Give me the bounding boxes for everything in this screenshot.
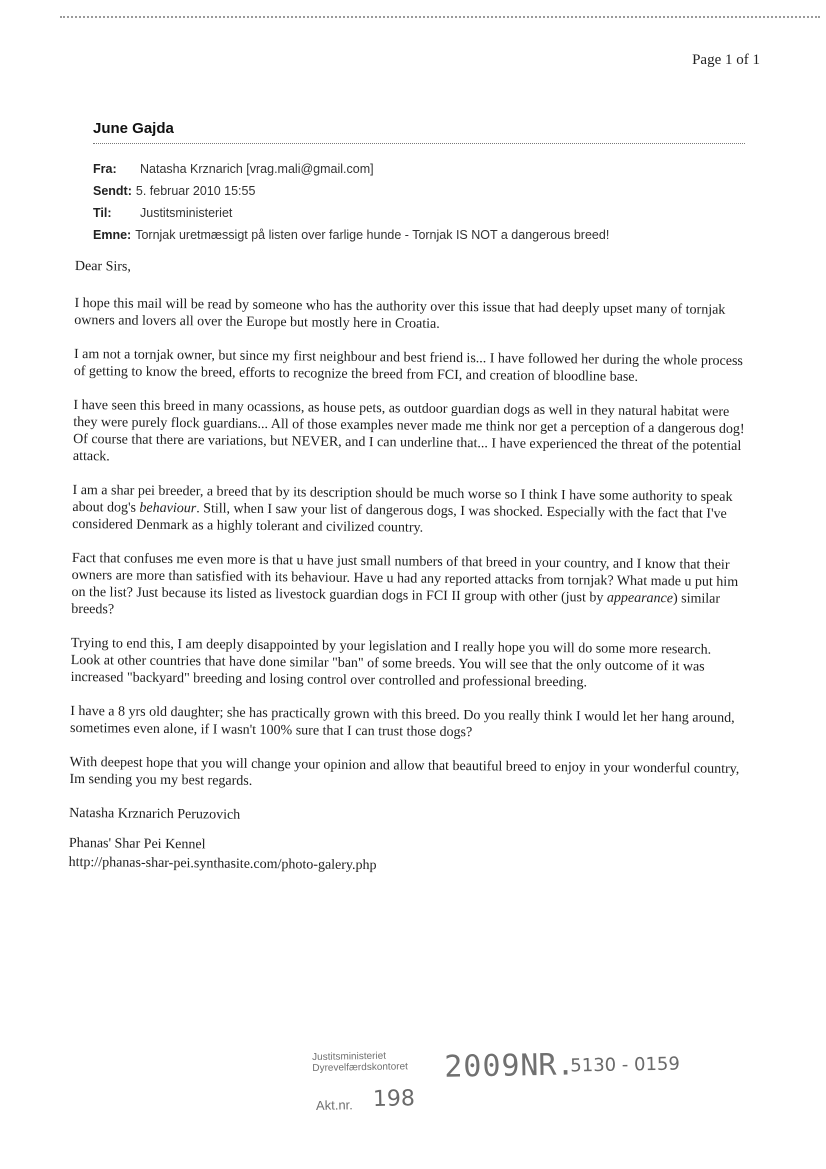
stamp-nr-label: NR. xyxy=(520,1047,575,1084)
p5-text-b: ) similar breeds? xyxy=(71,591,721,618)
subject-label: Emne: xyxy=(93,228,132,242)
greeting: Dear Sirs, xyxy=(74,258,131,275)
stamp-department xyxy=(312,1050,437,1074)
body-paragraph-8: With deepest hope that you will change your opinion and allow that beautiful breed to enjoy in your wonderful country, Im sending you my best regards. xyxy=(69,754,740,789)
body-paragraph-3: I have seen this breed in many ocassions, as house pets, as outdoor guardian dogs as well in they natural habitat were they were purely flock guardians... All of those examples never made me think nor get a perception of a dangerous dog! Of course that there are variations, but NEVER, and I can underline that... I have experienced the threat of the potential attack. xyxy=(72,397,745,465)
email-headers xyxy=(93,158,609,246)
signature-block xyxy=(69,805,742,878)
stamp-akt-value: 198 xyxy=(372,1086,416,1112)
stamp-year: 2009 xyxy=(444,1048,521,1085)
top-dotted-border xyxy=(60,16,820,18)
sent-value: 5. februar 2010 15:55 xyxy=(135,184,256,198)
header-sent xyxy=(93,180,609,202)
body-paragraph-4 xyxy=(72,482,744,540)
email-body xyxy=(68,258,747,891)
mailbox-owner-name: June Gajda xyxy=(93,120,174,137)
sent-label: Sendt: xyxy=(93,184,132,198)
body-paragraph-5 xyxy=(71,550,744,625)
stamp-dept-line-2: Dyrevelfærdskontoret xyxy=(312,1061,408,1074)
signature-kennel: Phanas' Shar Pei Kennel xyxy=(68,835,206,853)
to-value: Justitsministeriet xyxy=(140,206,233,220)
body-paragraph-7: I have a 8 yrs old daughter; she has practically grown with this breed. Do you really think I would let her hang around, sometimes even alone, if I wasn't 100% sure that I can trust those dogs? xyxy=(69,703,735,741)
p4-text-b: . Still, when I saw your list of dangerous dogs, I was shocked. Especially with the fact that I've considered Denmark as a highly tolerant and civilized country. xyxy=(72,501,727,536)
header-subject xyxy=(93,224,609,246)
subject-value: Tornjak uretmæssigt på listen over farlige hunde - Tornjak IS NOT a dangerous breed! xyxy=(135,228,610,242)
stamp-nr-value: 5130 - 0159 xyxy=(570,1053,681,1077)
page-number: Page 1 of 1 xyxy=(692,52,760,68)
stamp-akt-label: Akt.nr. xyxy=(315,1097,353,1113)
stamp-dept-line-1: Justitsministeriet xyxy=(312,1050,387,1063)
from-label: Fra: xyxy=(93,162,117,176)
body-paragraph-6: Trying to end this, I am deeply disappointed by your legislation and I really hope you will do some more research. Look at other countries that have done similar "ban" of some breeds. You will see that the only outcome of it was increased "backyard" breeding and losing control over controlled and professional breeding. xyxy=(70,635,712,691)
body-paragraph-2: I am not a tornjak owner, but since my first neighbour and best friend is... I have followed her during the whole process of getting to know the breed, efforts to recognize the breed from FCI, and creation of bloodline base. xyxy=(73,346,743,385)
p5-text-a: Fact that confuses me even more is that u have just small numbers of that breed in your country, and I know that their owners are more than satisfied with its behaviour. Have u had any reported attacks from tornjak? What made u put him on the list? Just because its listed as livestock guardian dogs in FCI II group with other (just by xyxy=(71,550,739,606)
body-paragraph-1: I hope this mail will be read by someone who has the authority over this issue that had deeply upset many of tornjak owners and lovers all over the Europe but mostly here in Croatia. xyxy=(74,295,726,332)
signature-name: Natasha Krznarich Peruzovich xyxy=(69,805,241,823)
p5-emphasis: appearance xyxy=(606,590,674,607)
p4-text-a: I am a shar pei breeder, a breed that by its description should be much worse so I think I have some authority to speak about dog's xyxy=(72,482,733,516)
from-value: Natasha Krznarich [vrag.mali@gmail.com] xyxy=(140,162,374,176)
p4-emphasis: behaviour xyxy=(139,500,197,517)
header-to xyxy=(93,202,609,224)
header-from xyxy=(93,158,609,180)
header-divider xyxy=(93,143,745,144)
to-label: Til: xyxy=(93,206,112,220)
signature-url[interactable]: http://phanas-shar-pei.synthasite.com/photo-galery.php xyxy=(68,854,377,874)
